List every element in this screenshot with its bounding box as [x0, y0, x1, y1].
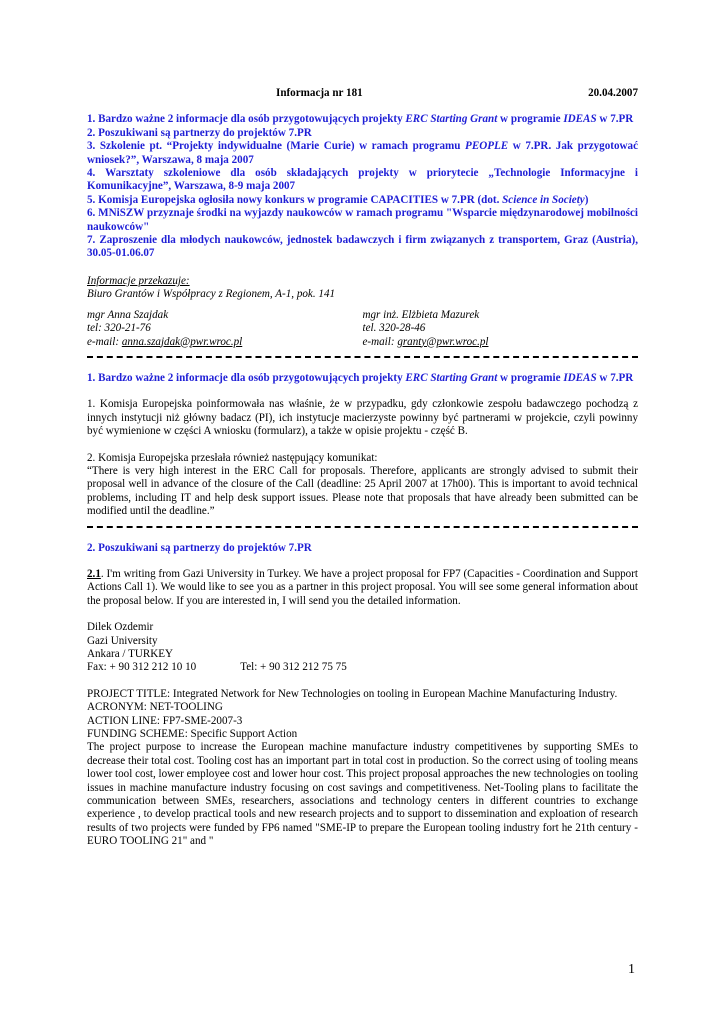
project-action-line: ACTION LINE: FP7-SME-2007-3: [87, 714, 243, 727]
contact-persons: [87, 309, 638, 349]
contact-name: mgr inż. Elżbieta Mazurek: [362, 308, 480, 321]
contact-block: [87, 275, 638, 302]
contact-intro-label: Informacje przekazuje:: [87, 274, 190, 287]
toc-item-3[interactable]: 3. Szkolenie pt. “Projekty indywidualne (Marie Curie) w ramach programu PEOPLE w 7.PR. Jak przygotować wniosek?”, Warszawa, 8 maja 2007: [87, 140, 638, 166]
contact-right: [363, 309, 639, 349]
toc-item-6[interactable]: 6. MNiSZW przyznaje środki na wyjazdy naukowców w ramach programu "Wsparcie międzynarodowej mobilności naukowców": [87, 207, 638, 233]
toc-item-7[interactable]: 7. Zaproszenie dla młodych naukowców, jednostek badawczych i firm związanych z transportem, Graz (Austria), 30.05-01.06.07: [87, 234, 638, 260]
page-content: [87, 87, 638, 849]
section-divider: [87, 356, 638, 358]
section-1-paragraph-2-intro: 2. Komisja Europejska przesłała również następujący komunikat:: [87, 451, 378, 464]
sender-city: Ankara / TURKEY: [87, 648, 174, 660]
toc-item-1[interactable]: 1. Bardzo ważne 2 informacje dla osób przygotowujących projekty ERC Starting Grant w programie IDEAS w 7.PR: [87, 113, 634, 126]
toc-item-5[interactable]: 5. Komisja Europejska ogłosiła nowy konkurs w programie CAPACITIES w 7.PR (dot. Science in Society): [87, 193, 589, 206]
section-1-paragraph-1: 1. Komisja Europejska poinformowała nas właśnie, że w przypadku, gdy członkowie zespołu badawczego pochodzą z innych instytucji niż główny badacz (PI), ich instytucje macierzyste powinny być partnerami w projekcie, czyli powinny być wymienione w części A wniosku (formularz), a także w opisie projektu - część B.: [87, 398, 638, 438]
project-title: PROJECT TITLE: Integrated Network for New Technologies on tooling in European Machine Manufacturing Industry.: [87, 687, 618, 700]
info-date: 20.04.2007: [588, 87, 638, 99]
toc-item-4[interactable]: 4. Warsztaty szkoleniowe dla osób składających projekty w priorytecie „Technologie Informacyjne i Komunikacyjne”, Warszawa, 8-9 maja 2007: [87, 167, 638, 193]
sender-block: [87, 621, 638, 675]
section-2-title: 2. Poszukiwani są partnerzy do projektów 7.PR: [87, 541, 312, 554]
sender-phones: [87, 661, 638, 674]
table-of-contents: [87, 113, 638, 260]
project-acronym: ACRONYM: NET-TOOLING: [87, 701, 223, 714]
project-details: [87, 688, 638, 849]
contact-tel: tel: 320-21-76: [87, 322, 151, 335]
email-link[interactable]: granty@pwr.wroc.pl: [397, 335, 489, 348]
section-2-intro: 2.1. I'm writing from Gazi University in Turkey. We have a project proposal for FP7 (Capacities - Coordination and Support Actions Call 1). We would like to see you as a partner in this project proposal. You will see some general information about the proposal below. If you are interested in, I will send you the detailed information.: [87, 567, 638, 607]
contact-name: mgr Anna Szajdak: [87, 308, 169, 321]
page-number: 1: [628, 962, 635, 977]
sender-tel: Tel: + 90 312 212 75 75: [240, 661, 347, 674]
section-divider: [87, 526, 638, 528]
section-1-title: 1. Bardzo ważne 2 informacje dla osób przygotowujących projekty ERC Starting Grant w programie IDEAS w 7.PR: [87, 371, 634, 384]
contact-tel: tel. 320-28-46: [362, 322, 426, 335]
sender-fax: Fax: + 90 312 212 10 10: [87, 661, 197, 674]
project-funding-scheme: FUNDING SCHEME: Specific Support Action: [87, 728, 298, 741]
project-purpose: The project purpose to increase the European machine manufacture industry competitivenes by supporting SMEs to decrease their total cost. Tooling cost has an important part in total cost in production. So the correct using of tooling means lower tool cost, lower employee cost and lower hour cost. This project proposal approaches the new technologies on tooling issues in machine manufacture industry focusing on cost savings and competitiveness. Net-Tooling plans to facilitate the communication between SMEs, researchers, associations and technology centers in different countries to exchange experience , to develop practical tools and new research projects and to support to dissemination and exploation of research results of two projects were funded by FP6 named "SME-IP to prepare the European tooling industry fort he 21th century - EURO TOOLING 21" and ": [87, 741, 638, 848]
contact-left: [87, 309, 363, 349]
email-label: e-mail:: [87, 335, 122, 348]
item-number: 2.1: [87, 567, 101, 580]
toc-item-2[interactable]: 2. Poszukiwani są partnerzy do projektów 7.PR: [87, 126, 312, 139]
section-1-quote: “There is very high interest in the ERC Call for proposals. Therefore, applicants are strongly advised to submit their proposal well in advance of the closure of the Call (deadline: 25 April 2007 at 17h00). This is important to avoid technical problems, including IT and help desk support issues. Please note that proposals that have already been submitted can be modified until the deadline.”: [87, 464, 638, 518]
contact-office: Biuro Grantów i Współpracy z Regionem, A-1, pok. 141: [87, 288, 336, 301]
email-label: e-mail:: [362, 335, 398, 348]
email-link[interactable]: anna.szajdak@pwr.wroc.pl: [121, 335, 243, 348]
document-header: [87, 87, 638, 100]
sender-name: Dilek Ozdemir: [87, 621, 154, 634]
info-number: Informacja nr 181: [276, 87, 363, 99]
sender-org: Gazi University: [87, 634, 158, 647]
